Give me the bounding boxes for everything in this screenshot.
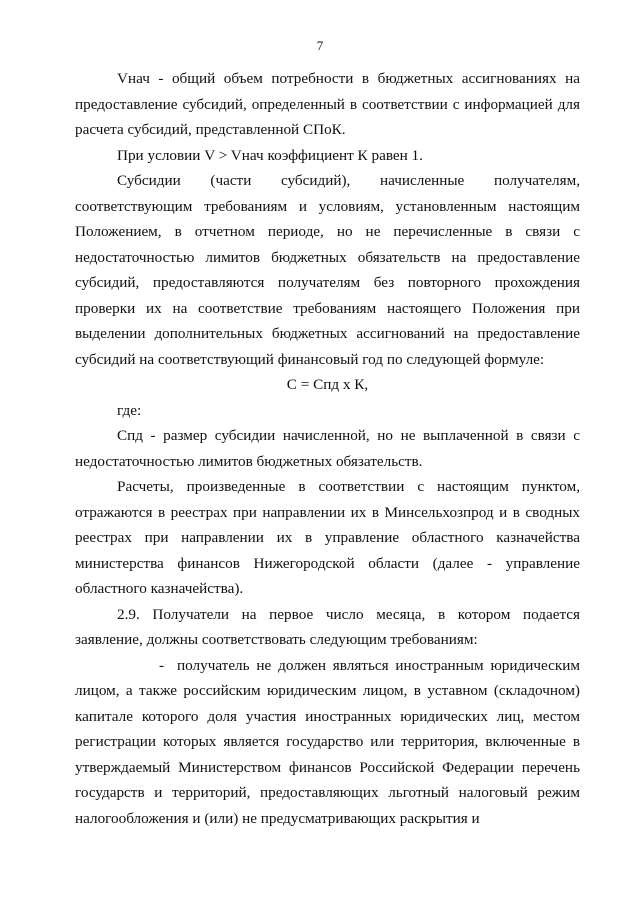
paragraph-unpaid-subsidies: Субсидии (части субсидий), начисленные получателям, соответствующим требованиям и условиям, установленным настоящим Положением, в отчетном периоде, но не перечисленные в связи с недостаточностью лимитов бюджетных обязательств на предоставление субсидий, предоставляются получателям без повторного прохождения проверки их на соответствие требованиям настоящего Положения при выделении дополнительных бюджетных ассигнований на предоставление субсидий на соответствующий финансовый год по следующей формуле:: [75, 172, 580, 368]
bullet-dash: -: [159, 656, 165, 674]
formula: С = Спд x К,: [286, 376, 369, 393]
bullet-text: получатель не должен являться иностранным юридическим лицом, а также российским юридическим лицом, в уставном (складочном) капитале которого доля участия иностранных юридических лиц, местом регистрации которых является государство или территория, включенные в утверждаемый Министерством финансов Российской Федерации перечень государств и территорий, предоставляющих льготный налоговый режим налогообложения и (или) не предусматривающих раскрытия и: [75, 656, 580, 827]
paragraph-spd-definition: Спд - размер субсидии начисленной, но не выплаченной в связи с недостаточностью лимитов бюджетных обязательств.: [75, 427, 580, 470]
where-label: где:: [117, 401, 142, 419]
document-body: [75, 66, 580, 831]
paragraph-coefficient-condition: При условии V > Vнач коэффициент К равен 1.: [117, 146, 423, 164]
paragraph-calculations: Расчеты, произведенные в соответствии с настоящим пунктом, отражаются в реестрах при направлении их в Минсельхозпрод и в сводных реестрах при направлении их в управление областного казначейства министерства финансов Нижегородской области (далее - управление областного казначейства).: [75, 478, 580, 597]
paragraph-vnach-definition: Vнач - общий объем потребности в бюджетных ассигнованиях на предоставление субсидий, определенный в соответствии с информацией для расчета субсидий, представленной СПоК.: [75, 70, 580, 138]
requirement-bullet: [75, 653, 580, 832]
paragraph-section-2-9: 2.9. Получатели на первое число месяца, в котором подается заявление, должны соответствовать следующим требованиям:: [75, 605, 580, 648]
page-number: 7: [316, 38, 324, 53]
